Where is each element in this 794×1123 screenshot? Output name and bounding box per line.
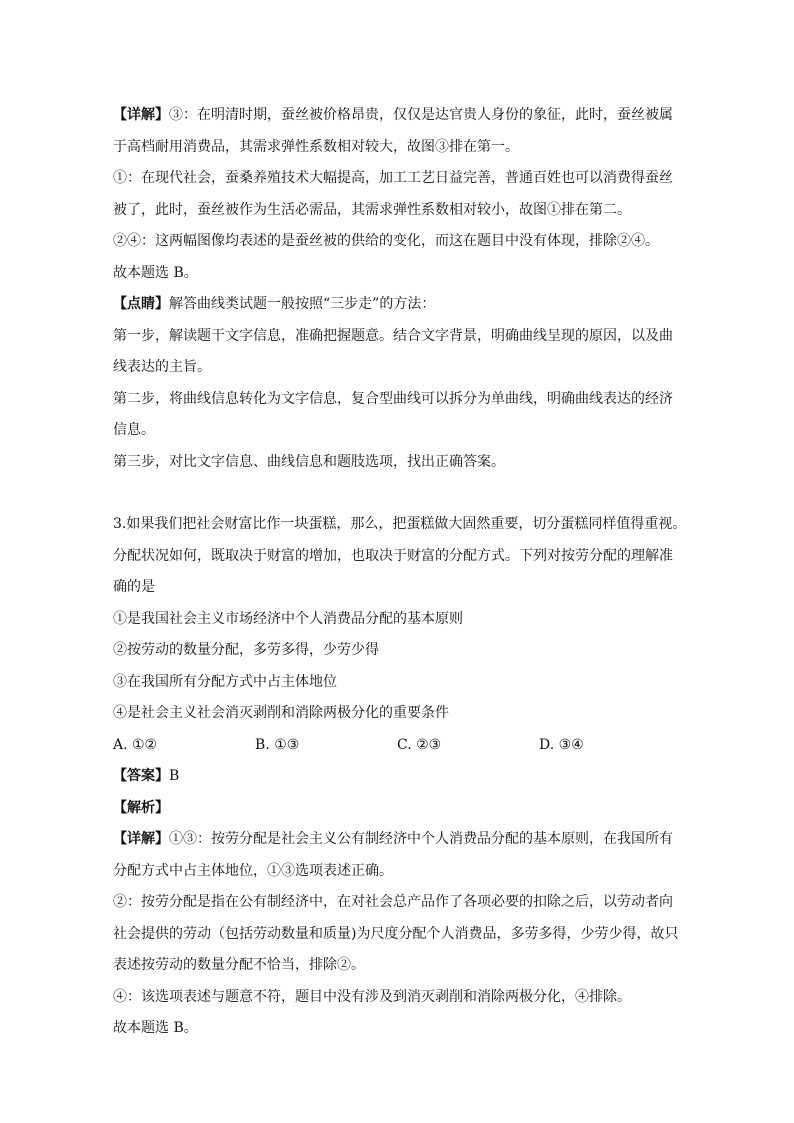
tip-label: 【点睛】	[113, 296, 169, 312]
option-d: D. ③④	[539, 736, 584, 753]
point-4-line: ④：该选项表述与题意不符，题目中没有涉及到消灭剥削和消除两极分化，④排除。	[113, 988, 631, 1005]
section-spacer	[113, 478, 681, 509]
detail-paragraph-line: 于高档耐用消费品，其需求弹性系数相对较大，故图③排在第一。	[113, 138, 519, 155]
detail-paragraph-line	[113, 100, 681, 132]
statement-2: ②按劳动的数量分配，多劳多得，少劳少得	[113, 642, 379, 658]
point-1-line: 被了，此时，蚕丝被作为生活必需品，其需求弹性系数相对较小，故图①排在第二。	[113, 201, 631, 218]
option-a: A. ①②	[113, 736, 158, 753]
detail-text: ①③：按劳分配是社会主义公有制经济中个人消费品分配的基本原则，在我国所有	[169, 831, 673, 847]
detail-paragraph-line	[113, 824, 681, 856]
point-2-4-line: ②④：这两幅图像均表述的是蚕丝被的供给的变化，而这在题目中没有体现，排除②④。	[113, 233, 659, 249]
step-1-line: 第一步，解读题干文字信息，准确把握题意。结合文字背景，明确曲线呈现的原因，以及曲	[113, 327, 673, 344]
conclusion-line: 故本题选 B。	[113, 1020, 198, 1036]
tip-line	[113, 289, 681, 321]
step-3-line: 第三步，对比文字信息、曲线信息和题肢选项，找出正确答案。	[113, 453, 505, 470]
point-2-line: 表述按劳动的数量分配不恰当，排除②。	[113, 957, 365, 973]
statement-1: ①是我国社会主义市场经济中个人消费品分配的基本原则	[113, 610, 463, 627]
question-stem-line: 确的是	[113, 579, 155, 595]
analysis-label: 【解析】	[113, 799, 169, 816]
point-2-line: 社会提供的劳动（包括劳动数量和质量)为尺度分配个人消费品，多劳多得，少劳少得，故只	[113, 925, 679, 942]
point-1-line: ①：在现代社会，蚕桑养殖技术大幅提高，加工工艺日益完善，普通百姓也可以消费得蚕丝	[113, 170, 673, 186]
answer-value: B	[169, 768, 180, 784]
conclusion-line: 故本题选 B。	[113, 264, 198, 281]
statement-4: ④是社会主义社会消灭剥削和消除两极分化的重要条件	[113, 705, 449, 721]
question-stem-line: 3.如果我们把社会财富比作一块蛋糕，那么，把蛋糕做大固然重要，切分蛋糕同样值得重视。	[113, 516, 687, 532]
detail-text: ③：在明清时期，蚕丝被价格昂贵，仅仅是达官贵人身份的象征，此时，蚕丝被属	[169, 107, 673, 123]
answer-label: 【答案】	[113, 768, 169, 784]
question-stem-line: 分配状况如何，既取决于财富的增加，也取决于财富的分配方式。下列对按劳分配的理解准	[113, 547, 673, 564]
statement-3: ③在我国所有分配方式中占主体地位	[113, 673, 337, 690]
step-2-line: 信息。	[113, 422, 155, 438]
detail-paragraph-line: 分配方式中占主体地位，①③选项表述正确。	[113, 862, 393, 879]
option-b: B. ①③	[255, 736, 300, 753]
step-1-line: 线表达的主旨。	[113, 359, 211, 375]
detail-label: 【详解】	[113, 831, 169, 847]
document-body	[113, 100, 687, 1045]
tip-text: 解答曲线类试题一般按照“三步走”的方法：	[169, 296, 436, 312]
detail-label: 【详解】	[113, 107, 169, 123]
point-2-line: ②：按劳分配是指在公有制经济中，在对社会总产品作了各项必要的扣除之后，以劳动者向	[113, 894, 673, 910]
answer-options	[113, 730, 681, 762]
step-2-line: 第二步，将曲线信息转化为文字信息，复合型曲线可以拆分为单曲线，明确曲线表达的经济	[113, 390, 673, 407]
option-c: C. ②③	[397, 736, 442, 753]
answer-line	[113, 761, 681, 793]
